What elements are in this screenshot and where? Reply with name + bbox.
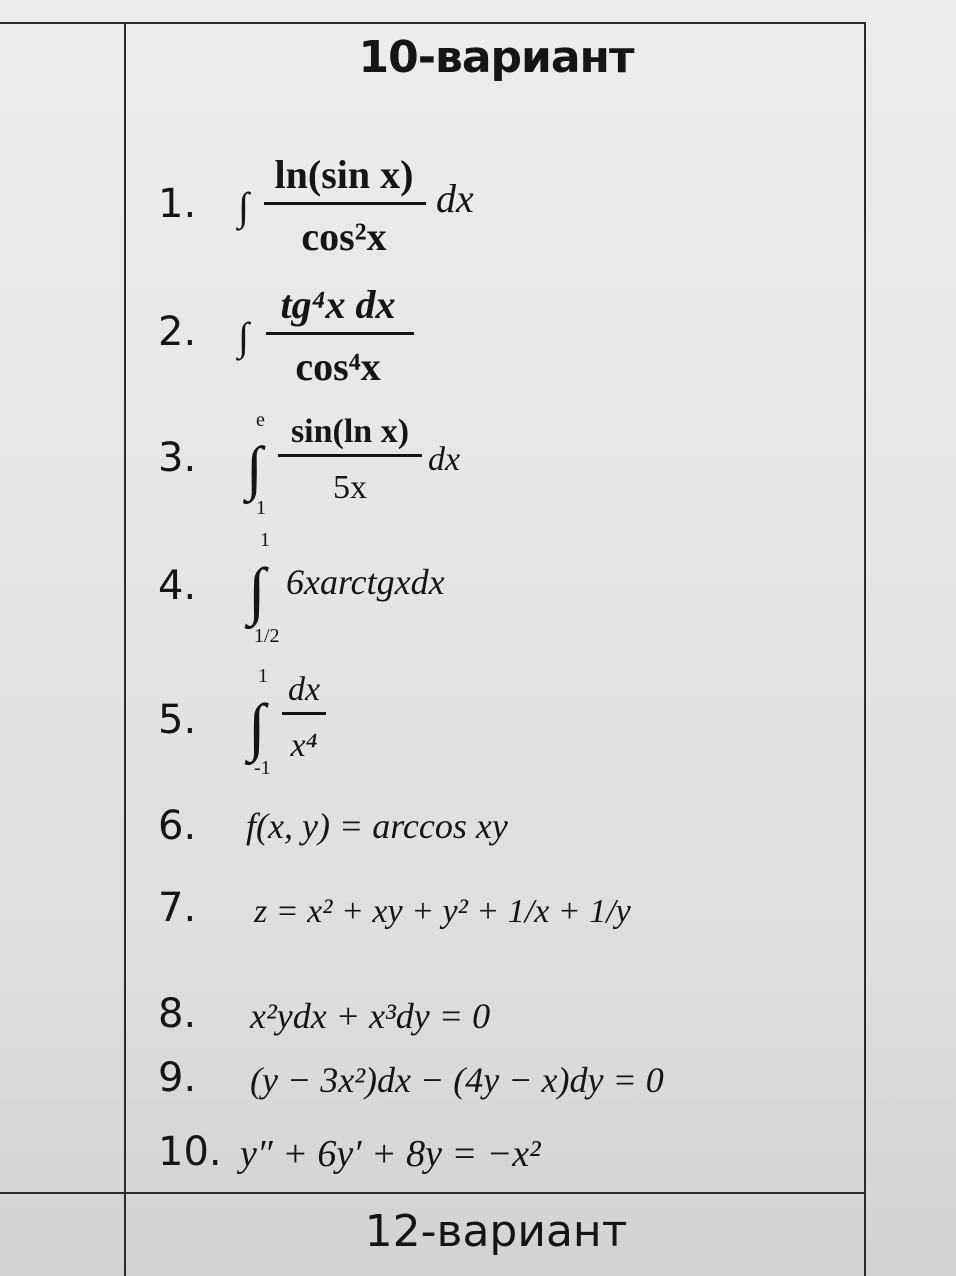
problem-8-expression: x²ydx + x³dy = 0: [250, 996, 491, 1036]
upper-limit: e: [256, 409, 265, 431]
problem-number-4: 4.: [158, 563, 197, 609]
problem-4-integrand: 6xarctgxdx: [286, 562, 445, 602]
problem-10-formula: [236, 1124, 636, 1180]
problem-7-formula: [232, 856, 712, 968]
problem-number-6: 6.: [158, 803, 197, 849]
fraction-bar: [278, 454, 422, 457]
problem-5-formula: [232, 660, 392, 780]
integral-sign: ∫: [248, 555, 266, 626]
problem-9-formula: [232, 1052, 792, 1108]
problem-number-7: 7.: [158, 885, 197, 931]
problem-number-8: 8.: [158, 991, 197, 1037]
problem-1-differential: dx: [436, 176, 474, 221]
problem-3-differential: dx: [428, 441, 461, 478]
problem-number-3: 3.: [158, 435, 197, 481]
table-row-separator: [0, 1192, 866, 1194]
problem-1-formula: [232, 146, 532, 258]
fraction-bar: [266, 332, 414, 335]
problem-5-numerator: dx: [287, 671, 321, 708]
upper-limit: 1: [258, 665, 268, 687]
problem-2-denominator: cos⁴x: [295, 344, 381, 388]
lower-limit: 1: [256, 497, 266, 518]
problem-9-expression: (y − 3x²)dx − (4y − x)dy = 0: [250, 1060, 664, 1100]
problem-number-10: 10.: [158, 1129, 222, 1175]
problem-8-formula: [232, 988, 632, 1044]
table-top-border: [0, 22, 866, 24]
problem-1-numerator: ln(sin x): [274, 152, 414, 197]
problem-6-expression: f(x, y) = arccos xy: [246, 806, 508, 846]
problem-5-denominator: x⁴: [290, 727, 318, 764]
problem-2-formula: [232, 278, 452, 388]
problem-6-formula: [232, 800, 652, 850]
lower-limit: -1: [254, 757, 271, 779]
table-left-column-border: [124, 22, 126, 1276]
table-right-border: [864, 22, 866, 1276]
integral-sign: ∫: [246, 435, 263, 501]
problem-1-denominator: cos²x: [301, 214, 387, 258]
problem-10-expression: y″ + 6y′ + 8y = −x²: [240, 1133, 541, 1175]
problem-2-numerator: tg⁴x dx: [280, 282, 396, 327]
integral-sign: ∫: [238, 314, 249, 359]
problem-3-denominator: 5x: [333, 469, 367, 506]
fraction-bar: [282, 712, 326, 715]
variant-title-top: 10-вариант: [358, 32, 634, 83]
problem-7-expression: z = x² + xy + y² + 1/x + 1/y: [254, 893, 631, 930]
problem-number-5: 5.: [158, 697, 197, 743]
problem-number-1: 1.: [158, 181, 197, 227]
integral-sign: ∫: [248, 691, 266, 762]
fraction-bar: [264, 202, 426, 205]
problem-number-2: 2.: [158, 309, 197, 355]
problem-3-numerator: sin(ln x): [290, 413, 410, 450]
integral-sign: ∫: [238, 184, 249, 229]
upper-limit: 1: [260, 529, 270, 551]
problem-number-9: 9.: [158, 1055, 197, 1101]
variant-title-bottom: 12-вариант: [364, 1206, 628, 1257]
problem-3-formula: [232, 408, 502, 518]
problem-4-formula: [232, 524, 512, 654]
lower-limit: 1/2: [254, 625, 280, 647]
